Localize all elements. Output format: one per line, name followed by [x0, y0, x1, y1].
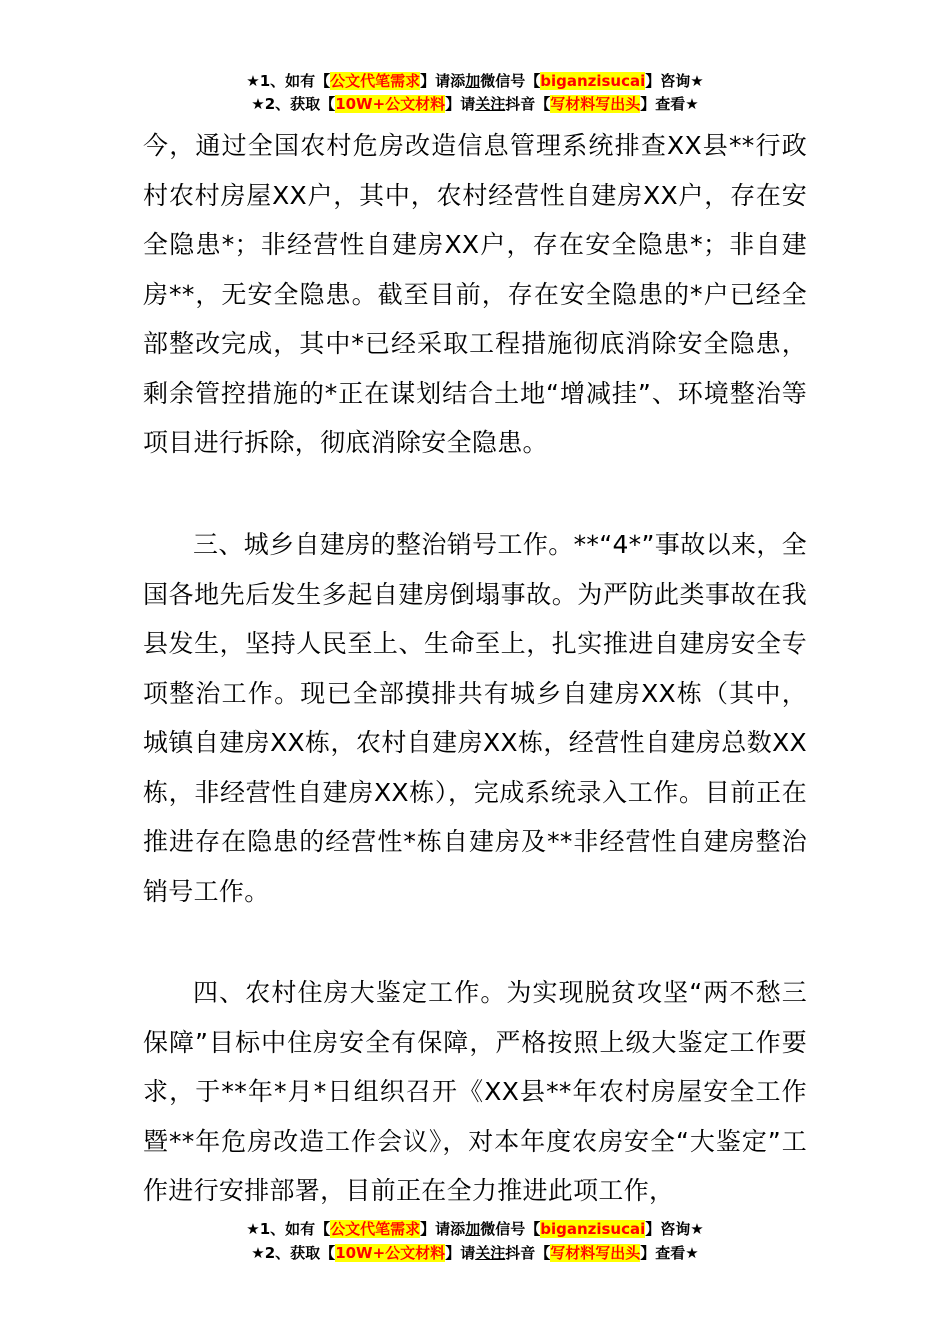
- header-ad-line-1: [0, 70, 950, 92]
- header-ad2-highlight-douyin: 写材料写出头: [550, 95, 641, 113]
- header-ad2-mid: 】请: [445, 95, 476, 113]
- footer-ad1-underlined: 加: [465, 1220, 481, 1238]
- header-ad2-mid2: 抖音【: [505, 95, 551, 113]
- header-ad1-mid2: 微信号【: [480, 72, 541, 90]
- footer-ad1-suffix: 】咨询★: [645, 1220, 704, 1238]
- footer-ad1-mid2: 微信号【: [480, 1220, 541, 1238]
- body-paragraph-3: 四、农村住房大鉴定工作。为实现脱贫攻坚“两不愁三保障”目标中住房安全有保障，严格按照上级大鉴定工作要求，于**年*月*日组织召开《XX县**年农村房屋安全工作暨**年危房改造工作会议》，对本年度农房安全“大鉴定”工作进行安排部署，目前正在全力推进此项工作，: [143, 978, 807, 1205]
- footer-ad-line-2: [0, 1242, 950, 1264]
- footer-ad1-highlight-wechat: biganzisucai: [540, 1220, 646, 1238]
- footer-ad1-highlight-service: 公文代笔需求: [330, 1220, 421, 1238]
- header-ad-line-2: [0, 93, 950, 115]
- footer-ad2-suffix: 】查看★: [640, 1244, 699, 1262]
- body-paragraph-1: 今，通过全国农村危房改造信息管理系统排查XX县**行政村农村房屋XX户，其中，农村经营性自建房XX户，存在安全隐患*；非经营性自建房XX户，存在安全隐患*；非自建房**，无安全隐患。截至目前，存在安全隐患的*户已经全部整改完成，其中*已经采取工程措施彻底消除安全隐患，剩余管控措施的*正在谋划结合土地“增减挂”、环境整治等项目进行拆除，彻底消除安全隐患。: [143, 131, 807, 457]
- footer-ad1-prefix: ★1、如有【: [246, 1220, 331, 1238]
- footer-ad2-underlined: 关注: [475, 1244, 506, 1262]
- footer-ad2-mid2: 抖音【: [505, 1244, 551, 1262]
- header-ad1-highlight-service: 公文代笔需求: [330, 72, 421, 90]
- header-ad2-suffix: 】查看★: [640, 95, 699, 113]
- header-ad2-highlight-materials: 10W+公文材料: [335, 95, 446, 113]
- header-ad1-prefix: ★1、如有【: [246, 72, 331, 90]
- footer-ad2-highlight-materials: 10W+公文材料: [335, 1244, 446, 1262]
- footer-ad1-mid: 】请添: [420, 1220, 466, 1238]
- header-ad2-underlined: 关注: [475, 95, 506, 113]
- footer-ad2-mid: 】请: [445, 1244, 476, 1262]
- footer-ad2-prefix: ★2、获取【: [251, 1244, 336, 1262]
- footer-ad2-highlight-douyin: 写材料写出头: [550, 1244, 641, 1262]
- header-ad2-prefix: ★2、获取【: [251, 95, 336, 113]
- header-ad1-mid: 】请添: [420, 72, 466, 90]
- header-ad1-highlight-wechat: biganzisucai: [540, 72, 646, 90]
- header-ad1-underlined: 加: [465, 72, 481, 90]
- body-paragraph-2: 三、城乡自建房的整治销号工作。**“4*”事故以来，全国各地先后发生多起自建房倒塌事故。为严防此类事故在我县发生，坚持人民至上、生命至上，扎实推进自建房安全专项整治工作。现已全部摸排共有城乡自建房XX栋（其中，城镇自建房XX栋，农村自建房XX栋，经营性自建房总数XX栋，非经营性自建房XX栋），完成系统录入工作。目前正在推进存在隐患的经营性*栋自建房及**非经营性自建房整治销号工作。: [143, 530, 807, 906]
- header-ad1-suffix: 】咨询★: [645, 72, 704, 90]
- footer-ad-line-1: [0, 1218, 950, 1240]
